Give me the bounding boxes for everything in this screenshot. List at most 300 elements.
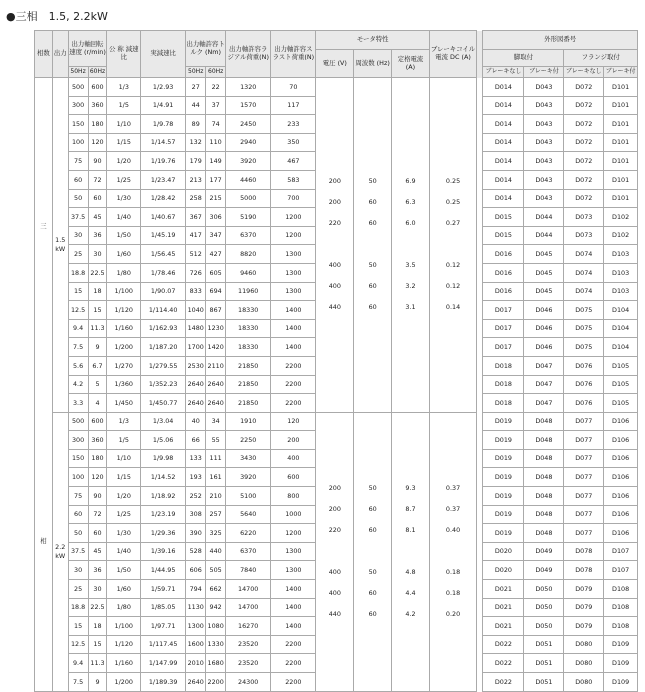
speed-60hz-cell: 22.5: [88, 598, 107, 617]
actual-ratio-cell: 1/23.19: [141, 505, 186, 524]
nominal-ratio-cell: 1/10: [107, 115, 141, 134]
header-nominal-ratio: 公 称 減速比: [107, 31, 141, 78]
flange-with-brake-cell: D108: [604, 617, 638, 636]
speed-60hz-cell: 120: [88, 468, 107, 487]
speed-60hz-cell: 18: [88, 617, 107, 636]
actual-ratio-cell: 1/78.46: [141, 263, 186, 282]
torque-60hz-cell: 2640: [206, 394, 226, 413]
torque-60hz-cell: 210: [206, 487, 226, 506]
speed-60hz-cell: 60: [88, 189, 107, 208]
foot-with-brake-cell: D043: [524, 133, 564, 152]
thrust-load-cell: 583: [271, 170, 316, 189]
overhung-load-cell: 5100: [226, 487, 271, 506]
header-motor: モータ特性: [316, 31, 429, 50]
thrust-load-cell: 2200: [271, 654, 316, 673]
flange-with-brake-cell: D101: [604, 189, 638, 208]
flange-no-brake-cell: D077: [564, 412, 604, 431]
speed-60hz-cell: 600: [88, 78, 107, 97]
speed-60hz-cell: 72: [88, 505, 107, 524]
actual-ratio-cell: 1/4.91: [141, 96, 186, 115]
header-thrust: 出力軸許容スラスト荷重(N): [271, 31, 316, 78]
header-speed: 出力軸回転速度 (r/min): [68, 31, 107, 67]
flange-with-brake-cell: D108: [604, 580, 638, 599]
flange-with-brake-cell: D101: [604, 115, 638, 134]
foot-no-brake-cell: D020: [483, 542, 524, 561]
foot-with-brake-cell: D050: [524, 617, 564, 636]
actual-ratio-cell: 1/59.71: [141, 580, 186, 599]
foot-no-brake-cell: D019: [483, 505, 524, 524]
overhung-load-cell: 11960: [226, 282, 271, 301]
torque-50hz-cell: 1480: [186, 319, 206, 338]
torque-50hz-cell: 252: [186, 487, 206, 506]
foot-with-brake-cell: D049: [524, 542, 564, 561]
thrust-load-cell: 1400: [271, 598, 316, 617]
actual-ratio-cell: 1/189.39: [141, 673, 186, 692]
flange-no-brake-cell: D080: [564, 673, 604, 692]
speed-60hz-cell: 15: [88, 301, 107, 320]
foot-no-brake-cell: D016: [483, 282, 524, 301]
header-torque: 出力軸許容トルク (Nm): [186, 31, 226, 67]
torque-60hz-cell: 34: [206, 412, 226, 431]
speed-60hz-cell: 11.3: [88, 319, 107, 338]
foot-with-brake-cell: D045: [524, 245, 564, 264]
flange-with-brake-cell: D106: [604, 431, 638, 450]
foot-no-brake-cell: D017: [483, 338, 524, 357]
speed-50hz-cell: 37.5: [68, 542, 88, 561]
actual-ratio-cell: 1/5.06: [141, 431, 186, 450]
flange-with-brake-cell: D107: [604, 561, 638, 580]
torque-50hz-cell: 417: [186, 226, 206, 245]
thrust-load-cell: 70: [271, 78, 316, 97]
foot-with-brake-cell: D045: [524, 282, 564, 301]
overhung-load-cell: 6370: [226, 226, 271, 245]
overhung-load-cell: 14700: [226, 580, 271, 599]
nominal-ratio-cell: 1/5: [107, 96, 141, 115]
header-50hz: 50Hz: [68, 67, 88, 78]
header-foot-no-brake: ブレーキなし: [483, 67, 524, 78]
flange-with-brake-cell: D104: [604, 319, 638, 338]
torque-60hz-cell: 1080: [206, 617, 226, 636]
motor-current-cell: 6.9 6.3 6.0 3.5 3.2 3.1: [392, 78, 430, 413]
torque-50hz-cell: 132: [186, 133, 206, 152]
torque-50hz-cell: 308: [186, 505, 206, 524]
speed-50hz-cell: 30: [68, 226, 88, 245]
flange-with-brake-cell: D106: [604, 487, 638, 506]
torque-60hz-cell: 257: [206, 505, 226, 524]
torque-60hz-cell: 605: [206, 263, 226, 282]
header-current: 定格電流 (A): [392, 50, 430, 78]
speed-60hz-cell: 36: [88, 226, 107, 245]
flange-with-brake-cell: D106: [604, 524, 638, 543]
foot-no-brake-cell: D021: [483, 598, 524, 617]
thrust-load-cell: 350: [271, 133, 316, 152]
torque-50hz-cell: 1600: [186, 635, 206, 654]
torque-60hz-cell: 37: [206, 96, 226, 115]
foot-with-brake-cell: D046: [524, 301, 564, 320]
nominal-ratio-cell: 1/3: [107, 78, 141, 97]
speed-50hz-cell: 7.5: [68, 338, 88, 357]
overhung-load-cell: 5190: [226, 208, 271, 227]
thrust-load-cell: 400: [271, 449, 316, 468]
flange-no-brake-cell: D077: [564, 487, 604, 506]
nominal-ratio-cell: 1/30: [107, 524, 141, 543]
thrust-load-cell: 1000: [271, 505, 316, 524]
header-output: 出力: [52, 31, 68, 78]
flange-with-brake-cell: D106: [604, 468, 638, 487]
thrust-load-cell: 700: [271, 189, 316, 208]
foot-no-brake-cell: D018: [483, 375, 524, 394]
overhung-load-cell: 18330: [226, 319, 271, 338]
flange-no-brake-cell: D074: [564, 245, 604, 264]
thrust-load-cell: 1300: [271, 245, 316, 264]
foot-no-brake-cell: D015: [483, 226, 524, 245]
flange-with-brake-cell: D101: [604, 96, 638, 115]
flange-no-brake-cell: D077: [564, 431, 604, 450]
thrust-load-cell: 200: [271, 431, 316, 450]
header-phase: 相数: [35, 31, 53, 78]
speed-60hz-cell: 9: [88, 673, 107, 692]
torque-50hz-cell: 179: [186, 152, 206, 171]
flange-no-brake-cell: D075: [564, 319, 604, 338]
flange-with-brake-cell: D103: [604, 245, 638, 264]
torque-50hz-cell: 528: [186, 542, 206, 561]
header-foot: 脚取付: [483, 50, 564, 67]
foot-with-brake-cell: D048: [524, 431, 564, 450]
foot-with-brake-cell: D047: [524, 356, 564, 375]
torque-60hz-cell: 215: [206, 189, 226, 208]
flange-with-brake-cell: D103: [604, 282, 638, 301]
foot-with-brake-cell: D043: [524, 78, 564, 97]
header-flange: フランジ取付: [564, 50, 638, 67]
nominal-ratio-cell: 1/10: [107, 449, 141, 468]
nominal-ratio-cell: 1/450: [107, 394, 141, 413]
thrust-load-cell: 1300: [271, 282, 316, 301]
spec-table: [34, 30, 638, 692]
speed-60hz-cell: 30: [88, 580, 107, 599]
flange-with-brake-cell: D102: [604, 226, 638, 245]
phase-cell: 三 相: [35, 78, 53, 692]
speed-50hz-cell: 50: [68, 189, 88, 208]
actual-ratio-cell: 1/45.19: [141, 226, 186, 245]
actual-ratio-cell: 1/97.71: [141, 617, 186, 636]
speed-60hz-cell: 360: [88, 431, 107, 450]
foot-no-brake-cell: D022: [483, 673, 524, 692]
flange-no-brake-cell: D072: [564, 78, 604, 97]
brake-current-cell: 0.25 0.25 0.27 0.12 0.12 0.14: [429, 78, 476, 413]
foot-no-brake-cell: D016: [483, 245, 524, 264]
overhung-load-cell: 7840: [226, 561, 271, 580]
speed-50hz-cell: 25: [68, 580, 88, 599]
torque-50hz-cell: 258: [186, 189, 206, 208]
torque-60hz-cell: 1420: [206, 338, 226, 357]
flange-no-brake-cell: D073: [564, 208, 604, 227]
overhung-load-cell: 3920: [226, 468, 271, 487]
thrust-load-cell: 1200: [271, 208, 316, 227]
header-overhung: 出力軸許容ラジアル荷重(N): [226, 31, 271, 78]
foot-with-brake-cell: D051: [524, 635, 564, 654]
foot-with-brake-cell: D050: [524, 598, 564, 617]
nominal-ratio-cell: 1/60: [107, 245, 141, 264]
output-cell: 2.2 kW: [52, 412, 68, 691]
header-torque-60hz: 60Hz: [206, 67, 226, 78]
output-cell: 1.5 kW: [52, 78, 68, 413]
speed-50hz-cell: 60: [68, 170, 88, 189]
actual-ratio-cell: 1/352.23: [141, 375, 186, 394]
flange-no-brake-cell: D074: [564, 263, 604, 282]
torque-60hz-cell: 942: [206, 598, 226, 617]
nominal-ratio-cell: 1/60: [107, 580, 141, 599]
flange-with-brake-cell: D102: [604, 208, 638, 227]
torque-50hz-cell: 27: [186, 78, 206, 97]
speed-60hz-cell: 4: [88, 394, 107, 413]
torque-50hz-cell: 66: [186, 431, 206, 450]
header-frequency: 周波数 (Hz): [354, 50, 392, 78]
flange-no-brake-cell: D080: [564, 635, 604, 654]
flange-with-brake-cell: D107: [604, 542, 638, 561]
speed-50hz-cell: 9.4: [68, 654, 88, 673]
thrust-load-cell: 467: [271, 152, 316, 171]
actual-ratio-cell: 1/28.42: [141, 189, 186, 208]
speed-60hz-cell: 18: [88, 282, 107, 301]
flange-with-brake-cell: D108: [604, 598, 638, 617]
flange-with-brake-cell: D109: [604, 673, 638, 692]
header-foot-with-brake: ブレーキ付: [524, 67, 564, 78]
speed-60hz-cell: 90: [88, 152, 107, 171]
speed-50hz-cell: 100: [68, 468, 88, 487]
thrust-load-cell: 2200: [271, 635, 316, 654]
nominal-ratio-cell: 1/40: [107, 208, 141, 227]
actual-ratio-cell: 1/117.45: [141, 635, 186, 654]
flange-no-brake-cell: D072: [564, 115, 604, 134]
speed-60hz-cell: 90: [88, 487, 107, 506]
torque-60hz-cell: 2640: [206, 375, 226, 394]
actual-ratio-cell: 1/90.07: [141, 282, 186, 301]
speed-60hz-cell: 45: [88, 208, 107, 227]
foot-no-brake-cell: D019: [483, 449, 524, 468]
torque-60hz-cell: 2110: [206, 356, 226, 375]
thrust-load-cell: 2200: [271, 673, 316, 692]
nominal-ratio-cell: 1/3: [107, 412, 141, 431]
thrust-load-cell: 2200: [271, 356, 316, 375]
speed-50hz-cell: 18.8: [68, 263, 88, 282]
torque-50hz-cell: 2530: [186, 356, 206, 375]
overhung-load-cell: 5640: [226, 505, 271, 524]
foot-no-brake-cell: D017: [483, 319, 524, 338]
overhung-load-cell: 2940: [226, 133, 271, 152]
nominal-ratio-cell: 1/360: [107, 375, 141, 394]
actual-ratio-cell: 1/19.76: [141, 152, 186, 171]
foot-no-brake-cell: D019: [483, 468, 524, 487]
thrust-load-cell: 1300: [271, 263, 316, 282]
actual-ratio-cell: 1/56.45: [141, 245, 186, 264]
flange-no-brake-cell: D077: [564, 449, 604, 468]
overhung-load-cell: 18330: [226, 301, 271, 320]
nominal-ratio-cell: 1/20: [107, 487, 141, 506]
actual-ratio-cell: 1/450.77: [141, 394, 186, 413]
foot-with-brake-cell: D044: [524, 208, 564, 227]
nominal-ratio-cell: 1/80: [107, 598, 141, 617]
speed-60hz-cell: 360: [88, 96, 107, 115]
torque-50hz-cell: 726: [186, 263, 206, 282]
actual-ratio-cell: 1/279.55: [141, 356, 186, 375]
foot-with-brake-cell: D048: [524, 487, 564, 506]
nominal-ratio-cell: 1/200: [107, 673, 141, 692]
speed-50hz-cell: 15: [68, 282, 88, 301]
overhung-load-cell: 4460: [226, 170, 271, 189]
foot-no-brake-cell: D022: [483, 654, 524, 673]
torque-50hz-cell: 213: [186, 170, 206, 189]
overhung-load-cell: 21850: [226, 356, 271, 375]
nominal-ratio-cell: 1/15: [107, 468, 141, 487]
speed-60hz-cell: 15: [88, 635, 107, 654]
torque-60hz-cell: 110: [206, 133, 226, 152]
flange-no-brake-cell: D077: [564, 468, 604, 487]
foot-no-brake-cell: D014: [483, 189, 524, 208]
foot-with-brake-cell: D043: [524, 96, 564, 115]
torque-50hz-cell: 512: [186, 245, 206, 264]
overhung-load-cell: 1910: [226, 412, 271, 431]
overhung-load-cell: 21850: [226, 375, 271, 394]
foot-with-brake-cell: D043: [524, 152, 564, 171]
overhung-load-cell: 2250: [226, 431, 271, 450]
speed-50hz-cell: 300: [68, 431, 88, 450]
torque-50hz-cell: 1700: [186, 338, 206, 357]
foot-with-brake-cell: D043: [524, 115, 564, 134]
speed-60hz-cell: 60: [88, 524, 107, 543]
torque-60hz-cell: 74: [206, 115, 226, 134]
thrust-load-cell: 233: [271, 115, 316, 134]
speed-50hz-cell: 5.6: [68, 356, 88, 375]
speed-50hz-cell: 9.4: [68, 319, 88, 338]
speed-60hz-cell: 120: [88, 133, 107, 152]
actual-ratio-cell: 1/2.93: [141, 78, 186, 97]
torque-60hz-cell: 867: [206, 301, 226, 320]
thrust-load-cell: 1400: [271, 338, 316, 357]
flange-no-brake-cell: D079: [564, 617, 604, 636]
torque-50hz-cell: 794: [186, 580, 206, 599]
foot-no-brake-cell: D016: [483, 263, 524, 282]
torque-50hz-cell: 1130: [186, 598, 206, 617]
speed-60hz-cell: 45: [88, 542, 107, 561]
flange-no-brake-cell: D072: [564, 152, 604, 171]
thrust-load-cell: 117: [271, 96, 316, 115]
actual-ratio-cell: 1/147.99: [141, 654, 186, 673]
thrust-load-cell: 2200: [271, 375, 316, 394]
flange-no-brake-cell: D075: [564, 338, 604, 357]
overhung-load-cell: 1570: [226, 96, 271, 115]
speed-60hz-cell: 72: [88, 170, 107, 189]
nominal-ratio-cell: 1/20: [107, 152, 141, 171]
motor-frequency-cell: 50 60 60 50 60 60: [354, 412, 392, 691]
torque-50hz-cell: 606: [186, 561, 206, 580]
actual-ratio-cell: 1/85.05: [141, 598, 186, 617]
speed-60hz-cell: 30: [88, 245, 107, 264]
flange-with-brake-cell: D105: [604, 375, 638, 394]
speed-60hz-cell: 180: [88, 115, 107, 134]
torque-60hz-cell: 662: [206, 580, 226, 599]
motor-voltage-cell: 200 200 220 400 400 440: [316, 78, 354, 413]
flange-no-brake-cell: D078: [564, 561, 604, 580]
speed-50hz-cell: 150: [68, 115, 88, 134]
torque-50hz-cell: 133: [186, 449, 206, 468]
actual-ratio-cell: 1/44.95: [141, 561, 186, 580]
foot-with-brake-cell: D051: [524, 654, 564, 673]
flange-no-brake-cell: D078: [564, 542, 604, 561]
header-voltage: 電圧 (V): [316, 50, 354, 78]
speed-50hz-cell: 15: [68, 617, 88, 636]
motor-frequency-cell: 50 60 60 50 60 60: [354, 78, 392, 413]
flange-with-brake-cell: D105: [604, 356, 638, 375]
flange-with-brake-cell: D106: [604, 505, 638, 524]
flange-no-brake-cell: D079: [564, 598, 604, 617]
overhung-load-cell: 23520: [226, 635, 271, 654]
foot-no-brake-cell: D019: [483, 524, 524, 543]
overhung-load-cell: 14700: [226, 598, 271, 617]
thrust-load-cell: 2200: [271, 394, 316, 413]
brake-current-cell: 0.37 0.37 0.40 0.18 0.18 0.20: [429, 412, 476, 691]
foot-no-brake-cell: D014: [483, 78, 524, 97]
nominal-ratio-cell: 1/120: [107, 301, 141, 320]
foot-no-brake-cell: D019: [483, 412, 524, 431]
header-outline: 外形図番号: [483, 31, 638, 50]
nominal-ratio-cell: 1/25: [107, 505, 141, 524]
header-60hz: 60Hz: [88, 67, 107, 78]
overhung-load-cell: 3920: [226, 152, 271, 171]
foot-with-brake-cell: D043: [524, 170, 564, 189]
actual-ratio-cell: 1/14.52: [141, 468, 186, 487]
torque-60hz-cell: 1230: [206, 319, 226, 338]
torque-60hz-cell: 440: [206, 542, 226, 561]
actual-ratio-cell: 1/114.40: [141, 301, 186, 320]
torque-60hz-cell: 694: [206, 282, 226, 301]
foot-with-brake-cell: D051: [524, 673, 564, 692]
torque-60hz-cell: 55: [206, 431, 226, 450]
speed-50hz-cell: 150: [68, 449, 88, 468]
flange-with-brake-cell: D104: [604, 338, 638, 357]
foot-with-brake-cell: D047: [524, 375, 564, 394]
speed-50hz-cell: 3.3: [68, 394, 88, 413]
overhung-load-cell: 8820: [226, 245, 271, 264]
flange-no-brake-cell: D079: [564, 580, 604, 599]
motor-current-cell: 9.3 8.7 8.1 4.8 4.4 4.2: [392, 412, 430, 691]
flange-with-brake-cell: D109: [604, 654, 638, 673]
flange-with-brake-cell: D101: [604, 78, 638, 97]
thrust-load-cell: 1300: [271, 561, 316, 580]
torque-50hz-cell: 1040: [186, 301, 206, 320]
flange-with-brake-cell: D106: [604, 412, 638, 431]
overhung-load-cell: 18330: [226, 338, 271, 357]
flange-no-brake-cell: D073: [564, 226, 604, 245]
torque-50hz-cell: 2010: [186, 654, 206, 673]
overhung-load-cell: 21850: [226, 394, 271, 413]
foot-no-brake-cell: D018: [483, 356, 524, 375]
foot-no-brake-cell: D014: [483, 96, 524, 115]
overhung-load-cell: 6370: [226, 542, 271, 561]
table-row: [35, 412, 638, 431]
torque-50hz-cell: 367: [186, 208, 206, 227]
torque-50hz-cell: 833: [186, 282, 206, 301]
foot-with-brake-cell: D044: [524, 226, 564, 245]
foot-no-brake-cell: D014: [483, 133, 524, 152]
actual-ratio-cell: 1/9.98: [141, 449, 186, 468]
foot-with-brake-cell: D047: [524, 394, 564, 413]
nominal-ratio-cell: 1/100: [107, 282, 141, 301]
foot-no-brake-cell: D022: [483, 635, 524, 654]
torque-50hz-cell: 40: [186, 412, 206, 431]
nominal-ratio-cell: 1/50: [107, 561, 141, 580]
thrust-load-cell: 1300: [271, 542, 316, 561]
flange-no-brake-cell: D075: [564, 301, 604, 320]
